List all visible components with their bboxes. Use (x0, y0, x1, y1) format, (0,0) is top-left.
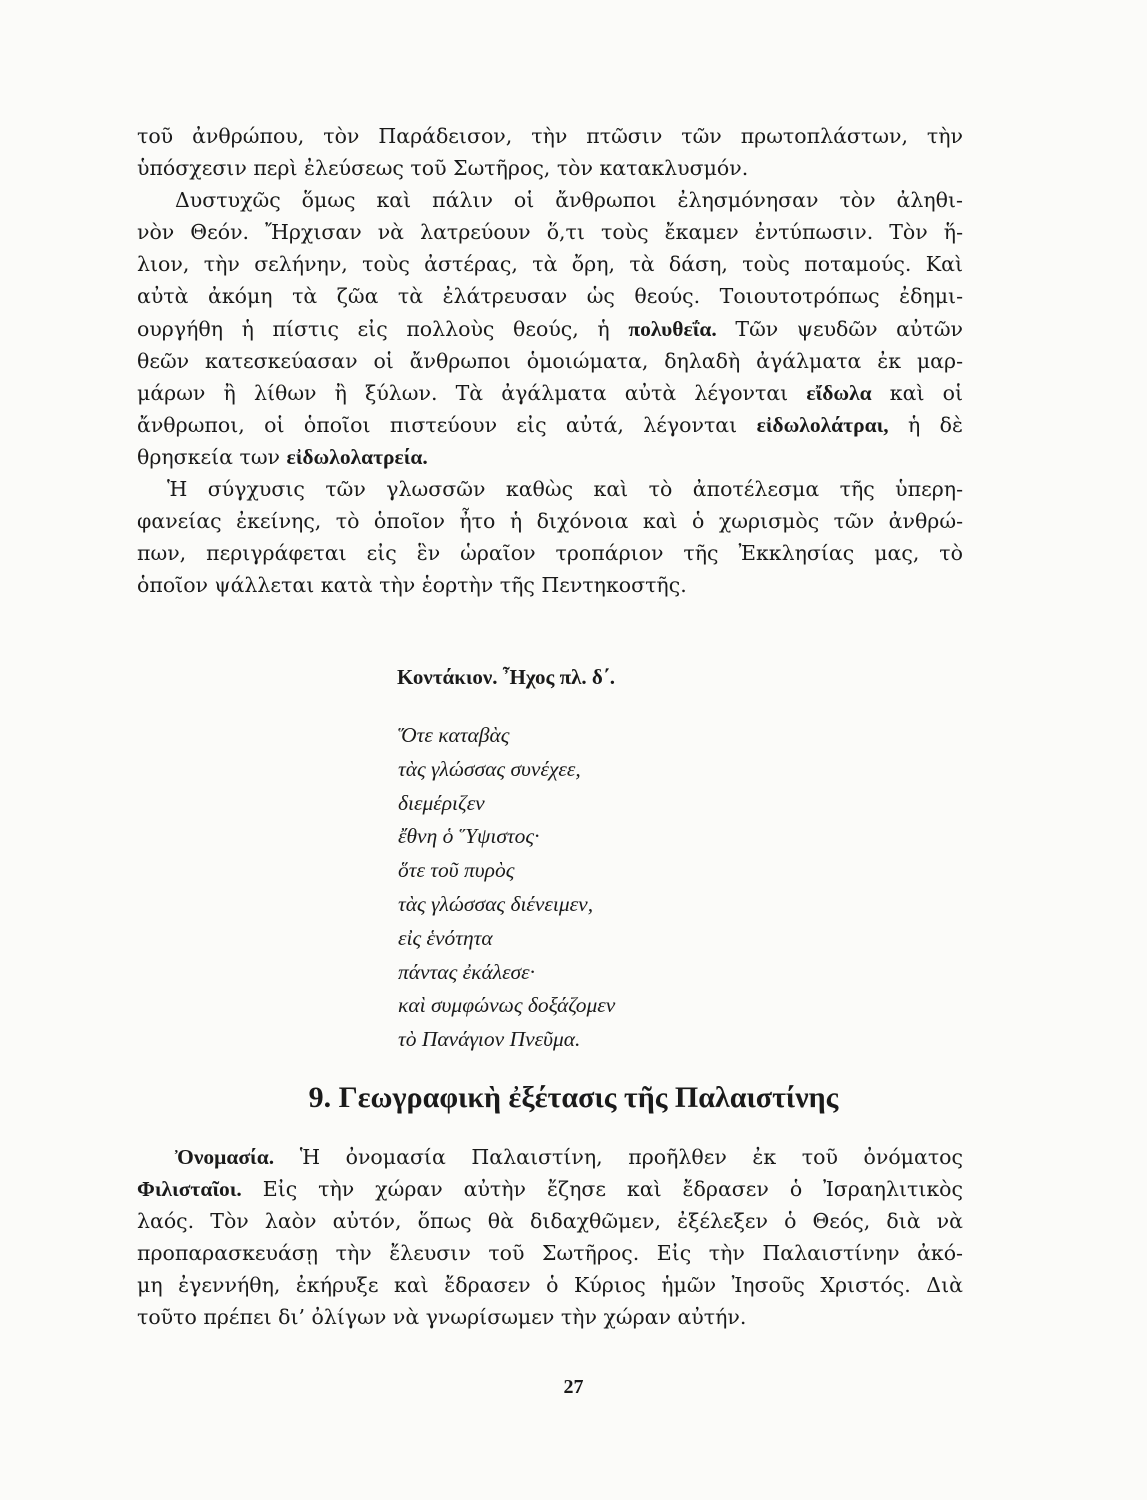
text-line: τοῦτο πρέπει δι’ ὀλίγων νὰ γνωρίσωμεν τὴν χώραν αὐτήν. (137, 1305, 747, 1330)
hymn-line: Ὅτε καταβὰς (398, 723, 510, 747)
text-span: μάρων ἢ λίθων ἢ ξύλων. Τὰ ἀγάλματα αὐτὰ λέγονται (137, 380, 807, 405)
text-line: πων, περιγράφεται εἰς ἓν ὡραῖον τροπάριον τῆς Ἐκκλησίας μας, τὸ (137, 541, 963, 566)
text-span: θρησκεία των (137, 444, 287, 469)
text-line (137, 1141, 963, 1173)
hymn-line: πάντας ἐκάλεσε· (398, 959, 535, 984)
text-span: ἄνθρωποι, οἱ ὁποῖοι πιστεύουν εἰς αὐτά, λέγονται (137, 412, 757, 437)
text-line (137, 1173, 963, 1205)
text-line (137, 409, 963, 441)
text-line: προπαρασκευάσῃ τὴν ἔλευσιν τοῦ Σωτῆρος. Εἰς τὴν Παλαιστίνην ἀκό- (137, 1241, 963, 1266)
bold-term-naming: Ὀνομασία. (175, 1145, 275, 1169)
text-span: Τῶν ψευδῶν αὐτῶν (716, 316, 964, 341)
kontakion-title: Κοντάκιον. Ἦχος πλ. δ΄. (397, 665, 616, 689)
text-span: ἡ δὲ (888, 412, 963, 437)
section-heading: 9. Γεωγραφικὴ ἐξέτασις τῆς Παλαιστίνης (308, 1081, 839, 1114)
text-line: νὸν Θεόν. Ἤρχισαν νὰ λατρεύουν ὅ,τι τοὺς ἔκαμεν ἐντύπωσιν. Τὸν ἥ- (137, 220, 963, 245)
kontakion-hymn (398, 719, 615, 1057)
bold-term-idolatry: εἰδωλολατρεία. (286, 444, 428, 469)
text-line: θεῶν κατεσκεύασαν οἱ ἄνθρωποι ὁμοιώματα, δηλαδὴ ἀγάλματα ἐκ μαρ- (137, 348, 963, 373)
text-span: Ἡ ὀνομασία Παλαιστίνη, προῆλθεν ἐκ τοῦ ὀνόματος (274, 1145, 963, 1169)
text-line (137, 313, 963, 345)
text-line: αὐτὰ ἀκόμη τὰ ζῶα τὰ ἐλάτρευσαν ὡς θεούς. Τοιουτοτρόπως ἐδημι- (137, 284, 963, 309)
text-line: Δυστυχῶς ὅμως καὶ πάλιν οἱ ἄνθρωποι ἐλησμόνησαν τὸν ἀληθι- (175, 188, 963, 213)
text-line: Ἡ σύγχυσις τῶν γλωσσῶν καθὼς καὶ τὸ ἀποτέλεσμα τῆς ὑπερη- (167, 477, 963, 502)
text-span: καὶ οἱ (871, 380, 964, 405)
bold-term-idolaters: εἰδωλολάτραι, (756, 412, 889, 437)
hymn-line: εἰς ἑνότητα (398, 925, 493, 950)
hymn-line: διεμέριζεν (398, 790, 485, 815)
text-span: ουργήθη ἡ πίστις εἰς πολλοὺς θεούς, ἡ (137, 316, 629, 341)
bold-term-polytheism: πολυθεΐα. (628, 316, 717, 341)
text-line (137, 377, 963, 409)
hymn-line: ὅτε τοῦ πυρὸς (398, 858, 515, 883)
text-line: μη ἐγεννήθη, ἐκήρυξε καὶ ἔδρασεν ὁ Κύριος ἡμῶν Ἰησοῦς Χριστός. Διὰ (137, 1273, 963, 1298)
hymn-line: καὶ συμφώνως δοξάζομεν (398, 993, 616, 1018)
text-line: φανείας ἐκείνης, τὸ ὁποῖον ἦτο ἡ διχόνοια καὶ ὁ χωρισμὸς τῶν ἀνθρώ- (137, 509, 963, 534)
hymn-line: τὸ Πανάγιον Πνεῦμα. (398, 1027, 581, 1052)
text-line: ὑπόσχεσιν περὶ ἐλεύσεως τοῦ Σωτῆρος, τὸν κατακλυσμόν. (137, 156, 749, 181)
bold-term-philistines: Φιλισταῖοι. (137, 1177, 242, 1202)
text-block-bottom (137, 1141, 963, 1334)
page-number: 27 (563, 1376, 584, 1398)
bold-term-idols: εἴδωλα (806, 380, 872, 405)
text-line: λαός. Τὸν λαὸν αὐτόν, ὅπως θὰ διδαχθῶμεν, ἐξέλεξεν ὁ Θεός, διὰ νὰ (137, 1209, 963, 1234)
hymn-line: ἔθνη ὁ Ὕψιστος· (398, 824, 540, 849)
hymn-line: τὰς γλώσσας συνέχεε, (398, 756, 581, 781)
text-line: λιον, τὴν σελήνην, τοὺς ἀστέρας, τὰ ὄρη, τὰ δάση, τοὺς ποταμούς. Καὶ (137, 252, 963, 277)
hymn-line: τὰς γλώσσας διένειμεν, (398, 891, 594, 916)
text-span: Εἰς τὴν χώραν αὐτὴν ἔζησε καὶ ἔδρασεν ὁ Ἰσραηλιτικὸς (241, 1177, 963, 1202)
text-block-top (137, 120, 963, 601)
text-line: τοῦ ἀνθρώπου, τὸν Παράδεισον, τὴν πτῶσιν τῶν πρωτοπλάστων, τὴν (137, 124, 963, 148)
text-line (137, 441, 963, 473)
text-line: ὁποῖον ψάλλεται κατὰ τὴν ἑορτὴν τῆς Πεντηκοστῆς. (137, 573, 687, 598)
